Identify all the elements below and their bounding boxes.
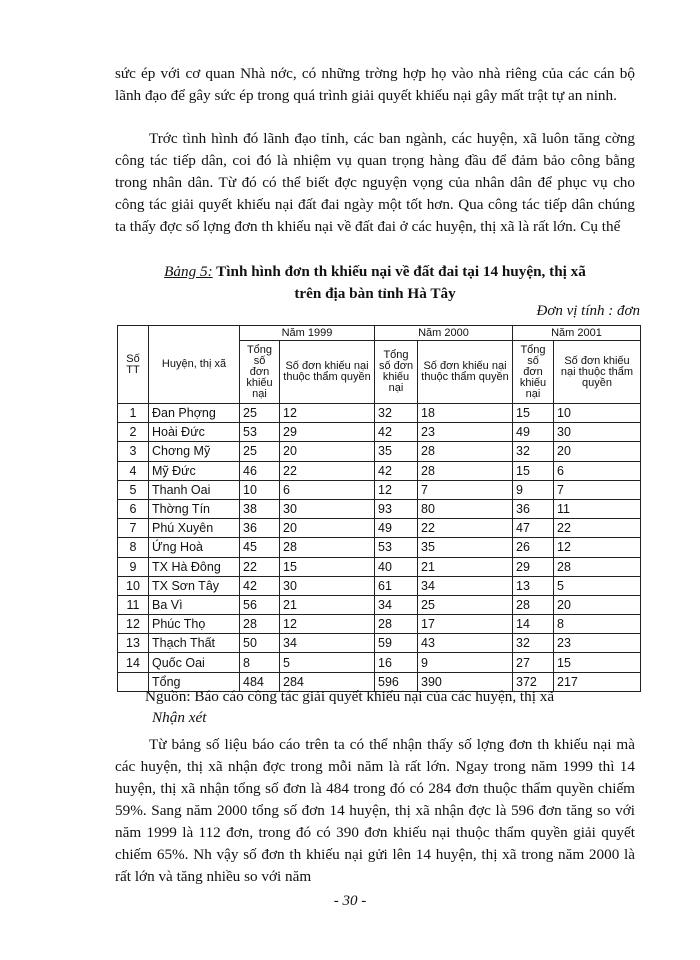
cell-jurisdiction-count: 34	[418, 576, 513, 595]
cell-jurisdiction-count: 35	[418, 538, 513, 557]
cell-district: Thanh Oai	[149, 480, 240, 499]
cell-jurisdiction-count: 28	[418, 442, 513, 461]
cell-district: Chơng Mỹ	[149, 442, 240, 461]
cell-jurisdiction-count: 20	[554, 595, 641, 614]
cell-district: Thạch Thất	[149, 634, 240, 653]
header-jurisdiction-2000: Số đơn khiếu nại thuộc thẩm quyền	[418, 341, 513, 404]
cell-jurisdiction-count: 390	[418, 672, 513, 691]
cell-jurisdiction-count: 30	[280, 499, 375, 518]
cell-total-count: 93	[375, 499, 418, 518]
cell-district: Mỹ Đức	[149, 461, 240, 480]
header-year-2001: Năm 2001	[513, 326, 641, 341]
cell-district: Ba Vì	[149, 595, 240, 614]
cell-total-count: 8	[240, 653, 280, 672]
cell-district: Ứng Hoà	[149, 538, 240, 557]
paragraph-2	[115, 128, 635, 238]
cell-total-count: 372	[513, 672, 554, 691]
cell-district: Quốc Oai	[149, 653, 240, 672]
cell-district: Thờng Tín	[149, 499, 240, 518]
cell-total-count: 38	[240, 499, 280, 518]
cell-jurisdiction-count: 20	[554, 442, 641, 461]
cell-total-count: 13	[513, 576, 554, 595]
cell-jurisdiction-count: 25	[418, 595, 513, 614]
cell-total-count: 56	[240, 595, 280, 614]
cell-total-count: 25	[240, 404, 280, 423]
cell-total-count: 40	[375, 557, 418, 576]
table-caption-line1: Tình hình đơn th khiếu nại về đất đai tại 14 huyện, thị xã	[212, 263, 586, 280]
cell-stt: 14	[118, 653, 149, 672]
table-row	[118, 404, 641, 423]
cell-total-count: 596	[375, 672, 418, 691]
cell-stt: 5	[118, 480, 149, 499]
cell-total-count: 28	[513, 595, 554, 614]
cell-district: Phúc Thọ	[149, 615, 240, 634]
header-year-1999: Năm 1999	[240, 326, 375, 341]
table-body	[118, 404, 641, 692]
cell-total-count: 484	[240, 672, 280, 691]
table-row	[118, 653, 641, 672]
cell-stt: 1	[118, 404, 149, 423]
cell-jurisdiction-count: 28	[418, 461, 513, 480]
cell-district: TX Sơn Tây	[149, 576, 240, 595]
cell-total-count: 28	[375, 615, 418, 634]
unit-label: Đơn vị tính : đơn	[536, 303, 640, 319]
cell-jurisdiction-count: 80	[418, 499, 513, 518]
cell-jurisdiction-count: 12	[554, 538, 641, 557]
source-note: Nguồn: Báo cáo công tác giải quyết khiếu nại của các huyện, thị xã	[145, 688, 555, 705]
header-district: Huyện, thị xã	[149, 326, 240, 404]
paragraph-3	[115, 734, 635, 888]
cell-jurisdiction-count: 10	[554, 404, 641, 423]
cell-jurisdiction-count: 17	[418, 615, 513, 634]
cell-jurisdiction-count: 28	[554, 557, 641, 576]
table-caption-label: Bảng 5:	[164, 263, 213, 280]
cell-total-count: 42	[375, 461, 418, 480]
cell-total-count: 34	[375, 595, 418, 614]
cell-jurisdiction-count: 6	[554, 461, 641, 480]
header-jurisdiction-1999: Số đơn khiếu nại thuộc thẩm quyền	[280, 341, 375, 404]
cell-jurisdiction-count: 34	[280, 634, 375, 653]
cell-stt: 9	[118, 557, 149, 576]
cell-total-count: 42	[240, 576, 280, 595]
cell-stt: 10	[118, 576, 149, 595]
cell-jurisdiction-count: 30	[280, 576, 375, 595]
cell-stt: 2	[118, 423, 149, 442]
cell-jurisdiction-count: 5	[280, 653, 375, 672]
cell-total-count: 10	[240, 480, 280, 499]
cell-total-count: 53	[240, 423, 280, 442]
header-jurisdiction-2001: Số đơn khiếu nại thuộc thẩm quyền	[554, 341, 641, 404]
table-row	[118, 595, 641, 614]
cell-jurisdiction-count: 12	[280, 404, 375, 423]
cell-total-count: 15	[513, 461, 554, 480]
cell-jurisdiction-count: 11	[554, 499, 641, 518]
cell-total-count: 49	[513, 423, 554, 442]
paragraph-1	[115, 63, 635, 107]
cell-total-count: 59	[375, 634, 418, 653]
cell-total-count: 15	[513, 404, 554, 423]
cell-district: Hoài Đức	[149, 423, 240, 442]
cell-total-count: 22	[240, 557, 280, 576]
cell-total-count: 16	[375, 653, 418, 672]
cell-total-count: 28	[240, 615, 280, 634]
cell-jurisdiction-count: 15	[554, 653, 641, 672]
cell-stt	[118, 672, 149, 691]
cell-district: TX Hà Đông	[149, 557, 240, 576]
cell-stt: 13	[118, 634, 149, 653]
cell-total-count: 26	[513, 538, 554, 557]
cell-jurisdiction-count: 8	[554, 615, 641, 634]
cell-total-count: 25	[240, 442, 280, 461]
table-row	[118, 576, 641, 595]
paragraph-1-text: sức ép với cơ quan Nhà nớc, có những trờng hợp họ vào nhà riêng của các cán bộ lãnh đạo để gây sức ép trong quá trình giải quyết khiếu nại gây mất trật tự an ninh.	[115, 65, 635, 104]
cell-jurisdiction-count: 15	[280, 557, 375, 576]
cell-jurisdiction-count: 23	[554, 634, 641, 653]
cell-total-count: 29	[513, 557, 554, 576]
cell-jurisdiction-count: 29	[280, 423, 375, 442]
header-total-2000: Tổng số đơn khiếu nại	[375, 341, 418, 404]
cell-district: Phú Xuyên	[149, 519, 240, 538]
page-number: - 30 -	[333, 893, 367, 909]
cell-stt: 8	[118, 538, 149, 557]
cell-stt: 6	[118, 499, 149, 518]
remark-heading: Nhận xét	[152, 709, 207, 726]
table-row	[118, 480, 641, 499]
table-row	[118, 442, 641, 461]
table-caption-line2: trên địa bàn tỉnh Hà Tây	[294, 285, 456, 302]
table-row	[118, 615, 641, 634]
cell-total-count: 50	[240, 634, 280, 653]
cell-total-count: 49	[375, 519, 418, 538]
table-row	[118, 634, 641, 653]
paragraph-3-text: Từ bảng số liệu báo cáo trên ta có thể nhận thấy số lợng đơn th khiếu nại mà các huyện, thị xã nhận đợc trong mỗi năm là rất lớn. Ngay trong năm 1999 thì 14 huyện, thị xã nhận tổng số đơn là 484 trong đó có 284 đơn thuộc thẩm quyền chiếm 59%. Sang năm 2000 tổng số đơn 14 huyện, thị xã nhận đợc là 596 đơn tăng so với năm 1999 là 112 đơn, trong đó có 390 đơn khiếu nại thuộc thẩm quyền giải quyết chiếm 65%. Nh vậy số đơn th khiếu nại gửi lên 14 huyện, thị xã trong năm 2000 là rất lớn và tăng nhiều so với năm	[115, 736, 635, 885]
table-row	[118, 538, 641, 557]
cell-total-count: 42	[375, 423, 418, 442]
table-row	[118, 461, 641, 480]
cell-jurisdiction-count: 6	[280, 480, 375, 499]
cell-total-count: 12	[375, 480, 418, 499]
cell-total-count: 32	[513, 634, 554, 653]
cell-stt: 12	[118, 615, 149, 634]
cell-jurisdiction-count: 217	[554, 672, 641, 691]
cell-jurisdiction-count: 20	[280, 442, 375, 461]
table-caption	[115, 261, 635, 305]
cell-total-count: 45	[240, 538, 280, 557]
cell-stt: 4	[118, 461, 149, 480]
cell-jurisdiction-count: 284	[280, 672, 375, 691]
cell-jurisdiction-count: 28	[280, 538, 375, 557]
cell-total-count: 32	[375, 404, 418, 423]
cell-jurisdiction-count: 7	[554, 480, 641, 499]
cell-jurisdiction-count: 22	[554, 519, 641, 538]
cell-jurisdiction-count: 9	[418, 653, 513, 672]
cell-jurisdiction-count: 43	[418, 634, 513, 653]
cell-total-count: 35	[375, 442, 418, 461]
cell-jurisdiction-count: 20	[280, 519, 375, 538]
cell-total-count: 27	[513, 653, 554, 672]
header-row-years	[118, 326, 641, 341]
cell-total-count: 53	[375, 538, 418, 557]
cell-jurisdiction-count: 7	[418, 480, 513, 499]
cell-jurisdiction-count: 18	[418, 404, 513, 423]
cell-total-count: 47	[513, 519, 554, 538]
cell-stt: 7	[118, 519, 149, 538]
cell-jurisdiction-count: 22	[280, 461, 375, 480]
cell-jurisdiction-count: 30	[554, 423, 641, 442]
table-row	[118, 519, 641, 538]
cell-total-count: 32	[513, 442, 554, 461]
cell-jurisdiction-count: 21	[280, 595, 375, 614]
table-row	[118, 423, 641, 442]
paragraph-2-text: Trớc tình hình đó lãnh đạo tỉnh, các ban ngành, các huyện, xã luôn tăng cờng công tác tiếp dân, coi đó là nhiệm vụ quan trọng hàng đầu để đảm bảo công bằng trong nhân dân. Từ đó có thể biết đợc nguyện vọng của nhân dân để phục vụ cho công tác giải quyết khiếu nại đất đai ngày một tốt hơn. Qua công tác tiếp dân chúng ta thấy đợc số lợng đơn th khiếu nại về đất đai ở các huyện, thị xã là rất lớn. Cụ thể	[115, 130, 635, 235]
table-row	[118, 557, 641, 576]
cell-stt: 3	[118, 442, 149, 461]
header-year-2000: Năm 2000	[375, 326, 513, 341]
cell-district: Tổng	[149, 672, 240, 691]
cell-total-count: 9	[513, 480, 554, 499]
cell-jurisdiction-count: 23	[418, 423, 513, 442]
cell-jurisdiction-count: 5	[554, 576, 641, 595]
cell-total-count: 36	[240, 519, 280, 538]
complaints-table	[117, 325, 641, 692]
cell-jurisdiction-count: 12	[280, 615, 375, 634]
cell-jurisdiction-count: 21	[418, 557, 513, 576]
header-total-1999: Tổng số đơn khiếu nại	[240, 341, 280, 404]
cell-stt: 11	[118, 595, 149, 614]
cell-total-count: 14	[513, 615, 554, 634]
cell-total-count: 61	[375, 576, 418, 595]
cell-jurisdiction-count: 22	[418, 519, 513, 538]
cell-total-count: 36	[513, 499, 554, 518]
cell-district: Đan Phợng	[149, 404, 240, 423]
table-row	[118, 499, 641, 518]
cell-total-count: 46	[240, 461, 280, 480]
header-total-2001: Tổng số đơn khiếu nại	[513, 341, 554, 404]
header-stt: Số TT	[118, 326, 149, 404]
